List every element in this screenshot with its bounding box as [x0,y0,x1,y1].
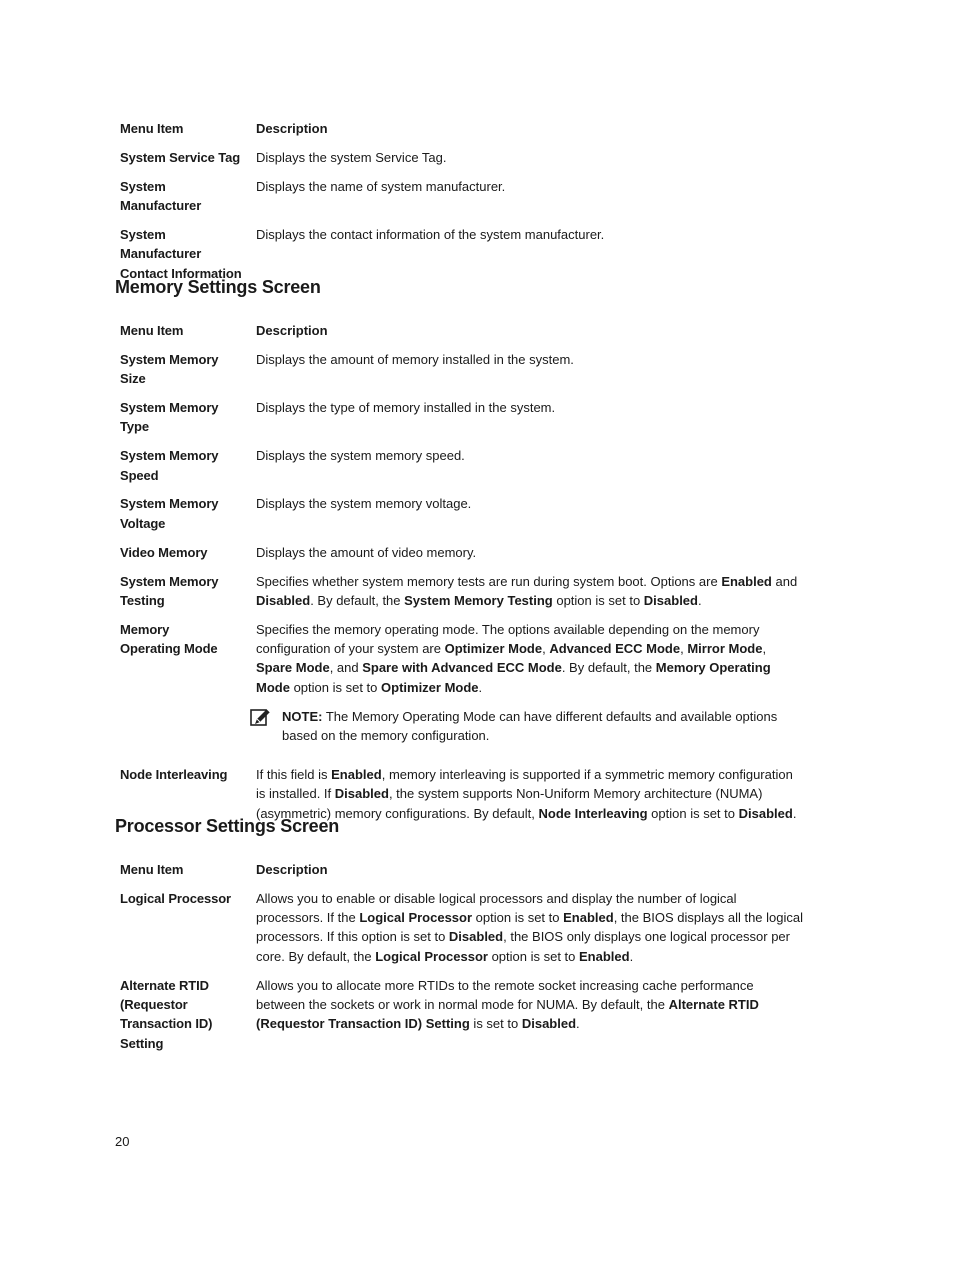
description-fragment: , [542,641,550,657]
description-fragment: . By default, the [561,660,656,676]
option-name: Spare with Advanced ECC Mode [362,660,562,676]
header-menu-item: Menu Item [120,323,184,338]
description-fragment: , and [329,660,363,676]
description-fragment: option is set to [552,592,644,608]
description-text [256,620,805,697]
header-description: Description [256,862,328,877]
table-row [115,889,810,976]
description-fragment: . [697,592,702,608]
menu-item-label: System Memory Speed [120,448,219,483]
option-name: System Memory Testing [404,592,553,608]
menu-item-label: Memory Operating Mode [120,621,218,657]
processor-settings-table [115,860,810,1062]
option-name: Advanced ECC Mode [549,641,681,657]
menu-item-label: System Memory Testing [120,573,219,608]
menu-item-description: Displays the system memory voltage. [256,496,472,512]
menu-item-description: Displays the amount of video memory. [256,544,477,560]
option-name: Spare Mode [256,660,330,676]
header-menu-item: Menu Item [120,121,184,136]
description-fragment: , [762,641,767,657]
header-menu-item: Menu Item [120,862,184,877]
table-row [115,177,810,225]
menu-item-label: Node Interleaving [120,767,228,783]
note-pencil-icon [250,707,272,729]
menu-item-description: Displays the system Service Tag. [256,149,447,165]
menu-item-description [251,889,810,976]
description-fragment: . [576,1016,580,1032]
menu-item-label: System Memory Voltage [120,496,219,531]
description-fragment: , the BIOS only displays one logical processor per core. By default, the [256,929,790,964]
description-fragment: Specifies whether system memory tests are run during system boot. Options are [256,573,722,589]
description-fragment: Specifies the memory operating mode. The options available depending on the memory configuration of your system are [256,621,760,657]
menu-item-description: Displays the type of memory installed in the system. [256,400,556,416]
header-description: Description [256,323,328,338]
menu-item-label: System Manufacturer [120,178,202,214]
table-row [115,494,810,542]
table-row [115,620,810,755]
menu-item-label: System Manufacturer Contact Information [120,226,242,281]
menu-item-description [251,620,810,755]
option-name: Disabled [521,1016,577,1032]
table-row [115,350,810,398]
description-fragment: option is set to [472,910,564,926]
option-name: Enabled [563,910,614,926]
table-row [115,976,810,1063]
description-fragment: Allows you to enable or disable logical processors and display the number of logical processors. If the [256,890,737,926]
option-name: Alternate RTID (Requestor Transaction ID) Setting [256,996,759,1032]
option-name: Memory Operating Mode [256,660,771,695]
description-fragment: , the system supports Non-Uniform Memory architecture (NUMA) (asymmetric) memory configurations. By default, [256,786,763,821]
description-fragment: . [629,948,634,964]
header-description: Description [256,121,328,136]
description-fragment: option is set to [289,679,382,695]
table-header [115,321,810,350]
note-label: NOTE: [282,708,323,724]
table-row [115,572,810,620]
table-row [115,398,810,446]
description-fragment: . [478,679,483,695]
menu-item-description [251,572,810,620]
description-fragment: , [680,641,688,657]
menu-item-description: Displays the amount of memory installed in the system. [256,351,574,367]
description-fragment: is set to [469,1016,522,1032]
description-fragment: If this field is [256,767,332,783]
menu-item-description [251,976,810,1063]
note-block [256,707,805,746]
option-name: Optimizer Mode [381,679,479,695]
description-fragment: . By default, the [310,592,405,608]
option-name: Mirror Mode [687,641,763,657]
description-fragment: and [771,573,798,589]
option-name: Node Interleaving [538,805,648,821]
description-fragment: option is set to [647,805,739,821]
menu-item-label: System Service Tag [120,149,241,165]
menu-item-description: Displays the contact information of the system manufacturer. [256,226,605,242]
table-row [115,446,810,494]
page-number: 20 [115,1134,130,1149]
menu-item-description: Displays the name of system manufacturer. [256,178,506,194]
description-fragment: option is set to [487,948,580,964]
menu-item-label: Video Memory [120,544,208,560]
note-body: The Memory Operating Mode can have different defaults and available options based on the memory configuration. [282,708,778,744]
memory-settings-heading: Memory Settings Screen [115,277,321,297]
option-name: Logical Processor [375,948,488,964]
description-fragment: , the BIOS displays all the logical processors. If this option is set to [256,910,804,945]
option-name: Enabled [579,948,630,964]
menu-item-description: Displays the system memory speed. [256,448,465,464]
option-name: Disabled [448,929,504,945]
table-row [115,148,810,177]
description-fragment: . [792,805,797,821]
memory-settings-table [115,321,810,833]
option-name: Enabled [721,573,772,589]
menu-item-label: Logical Processor [120,890,232,906]
option-name: Disabled [334,786,389,802]
menu-item-label: System Memory Type [120,400,219,435]
table-header [115,860,810,889]
processor-settings-heading: Processor Settings Screen [115,816,340,836]
description-fragment: , memory interleaving is supported if a symmetric memory configuration is installed. If [256,767,793,802]
option-name: Disabled [643,592,698,608]
menu-item-label: Alternate RTID (Requestor Transaction ID) Setting [120,977,213,1051]
system-info-table [115,119,810,292]
option-name: Enabled [331,767,382,783]
table-row [115,543,810,572]
menu-item-label: System Memory Size [120,351,219,387]
table-header [115,119,810,148]
option-name: Optimizer Mode [444,641,543,657]
option-name: Disabled [738,805,793,821]
description-fragment: Allows you to allocate more RTIDs to the remote socket increasing cache performance between the sockets or work in normal mode for NUMA. By default, the [256,977,754,1012]
option-name: Logical Processor [359,910,473,926]
option-name: Disabled [256,592,311,608]
note-text [282,707,805,746]
